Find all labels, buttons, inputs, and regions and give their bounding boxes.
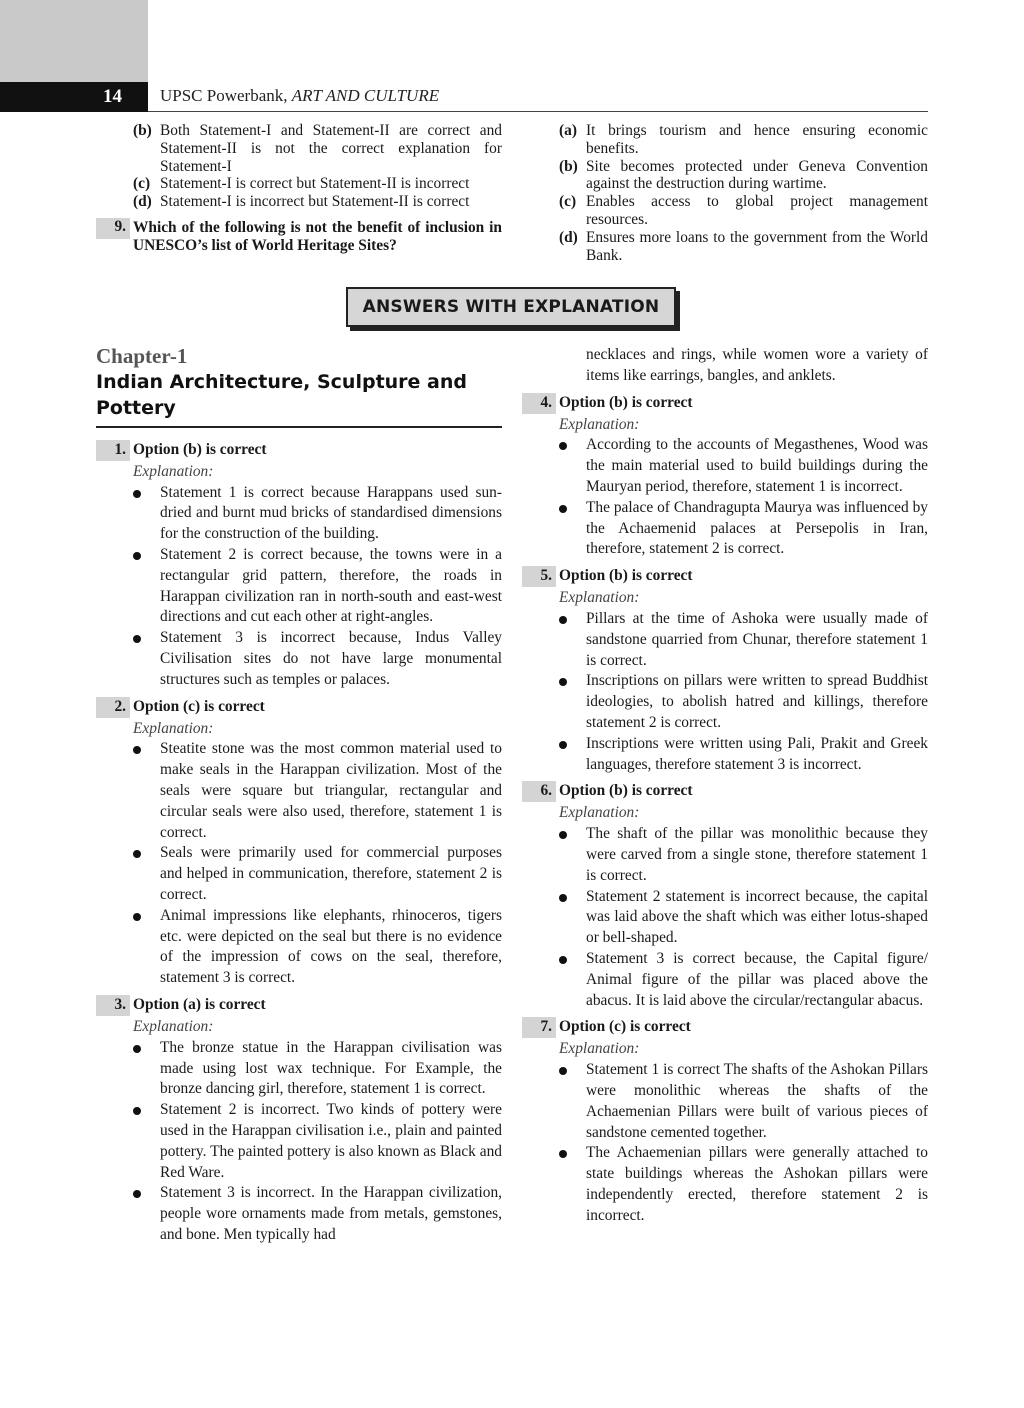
bullet-dot	[133, 850, 141, 858]
question-text: Which of the following is not the benefit of inclusion in UNESCO’s list of World Heritage Sites?	[133, 218, 502, 254]
option-d: (d) Statement-I is incorrect but Statement-II is correct	[133, 193, 470, 211]
answer-4	[522, 393, 928, 415]
bullet-dot	[133, 635, 141, 643]
answer-text: Option (c) is correct	[133, 697, 265, 715]
bullet-dot	[133, 552, 141, 560]
bullet: The palace of Chandragupta Maurya was influenced by the Achaemenid palaces at Persepolis in Iran, therefore, statement 2 is correct.	[522, 498, 928, 560]
bullet: Statement 3 is incorrect. In the Harappan civilization, people wore ornaments made from metals, gemstones, and bone. Men typically had	[96, 1183, 502, 1245]
answer-2	[96, 697, 502, 719]
option-b: (b) Both Statement-I and Statement-II are correct and Statement-II is not the correct explanation for Statement-I	[133, 122, 502, 175]
option-c: (c) Statement-I is correct but Statement-II is incorrect	[133, 175, 470, 193]
explanation-label: Explanation:	[559, 589, 640, 607]
answer-1	[96, 440, 502, 462]
bullet: Statement 2 statement is incorrect because, the capital was laid above the shaft which was either lotus-shaped or bell-shaped.	[522, 887, 928, 949]
bullet-dot	[133, 1190, 141, 1198]
bullet-dot	[559, 741, 567, 749]
page-number: 14	[0, 82, 148, 112]
answer-text: Option (b) is correct	[559, 567, 693, 585]
answer-text: Option (c) is correct	[559, 1018, 691, 1036]
answer-text: Option (b) is correct	[133, 440, 267, 458]
question-number: 9.	[96, 218, 130, 239]
chapter-rule	[96, 426, 502, 428]
bullet: Inscriptions were written using Pali, Prakit and Greek languages, therefore statement 3 is incorrect.	[522, 734, 928, 776]
right-answers-column	[522, 345, 928, 1226]
explanation-label: Explanation:	[559, 415, 640, 433]
answer-number: 3.	[96, 995, 130, 1016]
explanation-label: Explanation:	[133, 1017, 214, 1035]
option-a: (a) It brings tourism and hence ensuring economic benefits.	[559, 122, 928, 157]
bullet-dot	[559, 1067, 567, 1075]
answer-number: 5.	[522, 566, 556, 587]
bullet: Statement 2 is incorrect. Two kinds of pottery were used in the Harappan civilisation i.e., plain and painted pottery. The painted pottery is also known as Black and Red Ware.	[96, 1100, 502, 1183]
question-8-options	[96, 122, 502, 255]
chapter-label: Chapter-1	[96, 344, 188, 368]
bullet: Steatite stone was the most common material used to make seals in the Harappan civilization. Most of the seals were square but triangular, rectangular and circular seals were also used, therefore, statement 1 is correct.	[96, 739, 502, 843]
chapter-title: Indian Architecture, Sculpture and Pottery	[96, 370, 467, 419]
answers-banner: ANSWERS WITH EXPLANATION	[346, 287, 676, 327]
bullet-dot	[133, 1107, 141, 1115]
answer-text: Option (b) is correct	[559, 393, 693, 411]
bullet-dot	[559, 831, 567, 839]
corner-block	[0, 0, 148, 82]
answer-7	[522, 1017, 928, 1039]
bullet: According to the accounts of Megasthenes, Wood was the main material used to build buildings during the Mauryan period, therefore, statement 1 is incorrect.	[522, 435, 928, 497]
bullet: Inscriptions on pillars were written to spread Buddhist ideologies, to abolish hatred and killings, therefore statement 2 is correct.	[522, 671, 928, 733]
bullet: Statement 3 is incorrect because, Indus Valley Civilisation sites do not have large monumental structures such as temples or palaces.	[96, 628, 502, 690]
bullet-dot	[559, 894, 567, 902]
answer-5	[522, 566, 928, 588]
question-9	[96, 219, 502, 255]
question-9-options	[522, 122, 928, 264]
answer-text: Option (a) is correct	[133, 995, 266, 1013]
option-c: (c) Enables access to global project management resources.	[559, 193, 928, 228]
answer-text: Option (b) is correct	[559, 782, 693, 800]
option-b: (b) Site becomes protected under Geneva Convention against the destruction during wartime.	[559, 157, 928, 193]
bullet: The shaft of the pillar was monolithic because they were carved from a single stone, therefore statement 1 is correct.	[522, 824, 928, 886]
bullet-dot	[133, 1045, 141, 1053]
bullet: Statement 1 is correct The shafts of the Ashokan Pillars were monolithic whereas the shafts of the Achaemenian Pillars were built of various pieces of sandstone cemented together.	[522, 1060, 928, 1143]
header-rule	[148, 111, 928, 112]
bullet-continuation: necklaces and rings, while women wore a variety of items like earrings, bangles, and anklets.	[586, 346, 928, 384]
book-title: UPSC Powerbank,	[160, 86, 288, 105]
bullet: Seals were primarily used for commercial purposes and helped in communication, therefore, statement 2 is correct.	[96, 843, 502, 905]
bullet-dot	[559, 616, 567, 624]
explanation-label: Explanation:	[133, 719, 214, 737]
answer-number: 4.	[522, 393, 556, 414]
running-head	[160, 86, 439, 106]
bullet: Animal impressions like elephants, rhinoceros, tigers etc. were depicted on the seal but there is no evidence of the impression of cows on the seal, therefore, statement 3 is correct.	[96, 906, 502, 989]
bullet-dot	[559, 678, 567, 686]
explanation-label: Explanation:	[133, 462, 214, 480]
answer-3	[96, 995, 502, 1017]
bullet: Statement 2 is correct because, the towns were in a rectangular grid pattern, therefore, the roads in Harappan civilization ran in north-south and east-west directions and cut each other at right-angles.	[96, 545, 502, 628]
option-d: (d) Ensures more loans to the government from the World Bank.	[559, 228, 928, 264]
bullet-dot	[559, 956, 567, 964]
bullet-dot	[133, 913, 141, 921]
bullet-dot	[133, 490, 141, 498]
answer-number: 1.	[96, 440, 130, 461]
bullet: Statement 1 is correct because Harappans used sun-dried and burnt mud bricks of standardised dimensions for the construction of the building.	[96, 483, 502, 545]
answer-number: 2.	[96, 697, 130, 718]
answer-6	[522, 781, 928, 803]
left-answers-column	[96, 346, 502, 1246]
bullet-dot	[133, 746, 141, 754]
explanation-label: Explanation:	[559, 1040, 640, 1058]
bullet: The Achaemenian pillars were generally attached to state buildings whereas the Ashokan pillars were independently erected, therefore statement 2 is incorrect.	[522, 1143, 928, 1226]
bullet-dot	[559, 1150, 567, 1158]
section-title: ART AND CULTURE	[291, 86, 440, 105]
answer-number: 6.	[522, 781, 556, 802]
bullet-dot	[559, 442, 567, 450]
bullet-dot	[559, 505, 567, 513]
bullet: Statement 3 is correct because, the Capital figure/ Animal figure of the pillar was placed above the abacus. It is laid above the circular/rectangular abacus.	[522, 949, 928, 1011]
bullet: The bronze statue in the Harappan civilisation was made using lost wax technique. For Example, the bronze dancing girl, therefore, statement 1 is correct.	[96, 1038, 502, 1100]
bullet: Pillars at the time of Ashoka were usually made of sandstone quarried from Chunar, therefore statement 1 is correct.	[522, 609, 928, 671]
explanation-label: Explanation:	[559, 804, 640, 822]
answer-number: 7.	[522, 1017, 556, 1038]
